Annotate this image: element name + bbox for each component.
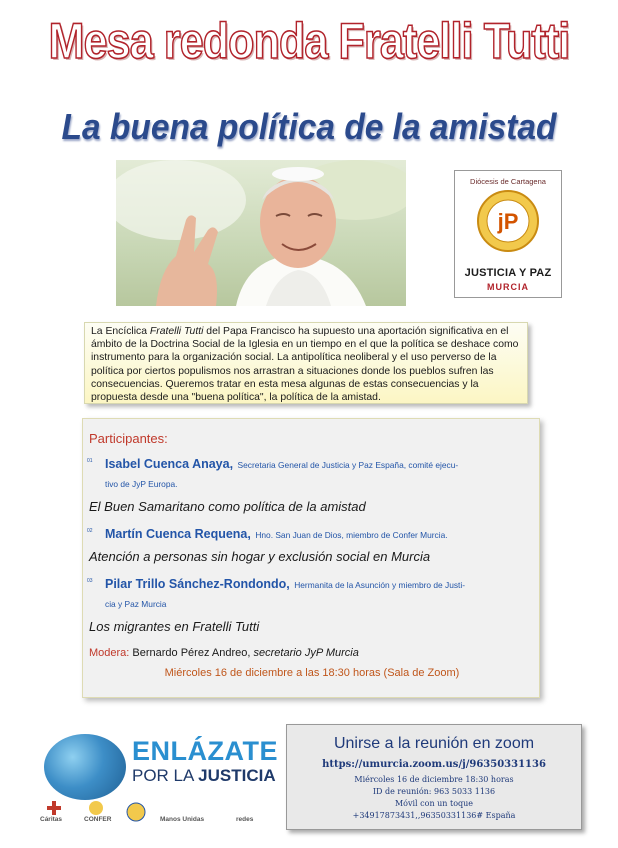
zoom-title: Unirse a la reunión en zoom — [333, 735, 535, 752]
list-bullet: 02 — [87, 528, 93, 534]
poster-subtitle: La buena política de la amistad — [61, 106, 557, 147]
participant-description: Hno. San Juan de Dios, miembro de Confer Murcia. — [255, 530, 448, 540]
moderator-name: Bernardo Pérez Andreo, — [129, 647, 254, 659]
moderator-line — [89, 647, 359, 659]
campaign-subtitle-start: POR LA — [132, 766, 199, 785]
partner-caritas: Cáritas — [40, 816, 63, 823]
participants-heading: Participantes: — [89, 431, 168, 446]
logo-diocese-text: Diócesis de Cartagena — [470, 177, 546, 186]
participant-description: Secretaria General de Justicia y Paz España, comité ejecu- — [237, 460, 459, 470]
list-bullet: 03 — [87, 578, 93, 584]
participant-topic: Atención a personas sin hogar y exclusión social en Murcia — [89, 549, 431, 564]
pope-portrait-image — [116, 160, 406, 306]
logo-name-text: JUSTICIA Y PAZ — [464, 267, 552, 279]
participants-panel — [82, 418, 540, 698]
intro-text-rest: del Papa Francisco ha supuesto una aportación significativa en el ámbito de la Doctrina Social de la Iglesia en un tiempo en el que la política se deshace como instrumento para la organización social. La antipolítica neoliberal y el uso perverso de la política por ciertos populismos nos arrastran a situaciones donde los pueblos sufren las consecuencias. Queremos tratar en esta mesa algunas de estas consecuencias y la propuesta desde una "buena política", la política de la amistad. — [91, 326, 519, 404]
intro-text-start: La Encíclica — [91, 326, 150, 337]
participant-description: Hermanita de la Asunción y miembro de Justi- — [294, 580, 466, 590]
partner-confer: CONFER — [84, 816, 112, 823]
pope-photo — [116, 160, 406, 306]
moderator-role: secretario JyP Murcia — [253, 647, 359, 659]
intro-paragraph — [84, 322, 528, 404]
poster-title: Mesa redonda Fratelli Tutti — [48, 13, 570, 69]
zoom-info-box — [286, 724, 582, 830]
caritas-cross-icon — [46, 800, 62, 816]
zoom-when: Miércoles 16 de diciembre 18:30 horas — [354, 775, 514, 784]
participant-name: Martín Cuenca Requena, — [105, 527, 251, 541]
participant-item — [87, 525, 537, 544]
logo-city-text: MURCIA — [487, 282, 529, 292]
campaign-title: ENLÁZATE — [132, 736, 278, 766]
globe-icon — [44, 734, 126, 800]
jp-emblem-icon — [476, 189, 540, 253]
partner-logos — [40, 800, 286, 830]
jp-small-icon — [126, 802, 146, 822]
event-date: Miércoles 16 de diciembre a las 18:30 horas (Sala de Zoom) — [164, 667, 460, 679]
participant-name: Isabel Cuenca Anaya, — [105, 457, 234, 471]
participant-item — [87, 455, 537, 493]
justicia-y-paz-logo — [454, 170, 562, 298]
partner-redes: redes — [236, 816, 254, 823]
intro-encyclical-title: Fratelli Tutti — [149, 326, 204, 337]
list-bullet: 01 — [87, 458, 93, 464]
participant-name: Pilar Trillo Sánchez-Rondondo, — [105, 577, 290, 591]
participant-item — [87, 575, 537, 613]
confer-icon — [88, 800, 104, 816]
campaign-logos — [40, 726, 286, 830]
partner-manos-unidas: Manos Unidas — [160, 816, 205, 823]
zoom-phone: +34917873431,,96350331136# España — [352, 811, 516, 820]
participant-description-cont: cia y Paz Murcia — [105, 599, 167, 609]
zoom-meeting-id: ID de reunión: 963 5033 1136 — [372, 787, 496, 796]
participant-description-cont: tivo de JyP Europa. — [105, 479, 178, 489]
campaign-subtitle-bold: JUSTICIA — [198, 766, 276, 785]
campaign-subtitle — [132, 766, 276, 786]
zoom-link[interactable]: https://umurcia.zoom.us/j/96350331136 — [322, 759, 546, 770]
moderator-label: Modera: — [89, 647, 130, 659]
zoom-mobile: Móvil con un toque — [394, 799, 474, 808]
jp-initials: jP — [497, 209, 519, 234]
participant-topic: Los migrantes en Fratelli Tutti — [89, 619, 260, 634]
participant-topic: El Buen Samaritano como política de la amistad — [89, 499, 366, 514]
